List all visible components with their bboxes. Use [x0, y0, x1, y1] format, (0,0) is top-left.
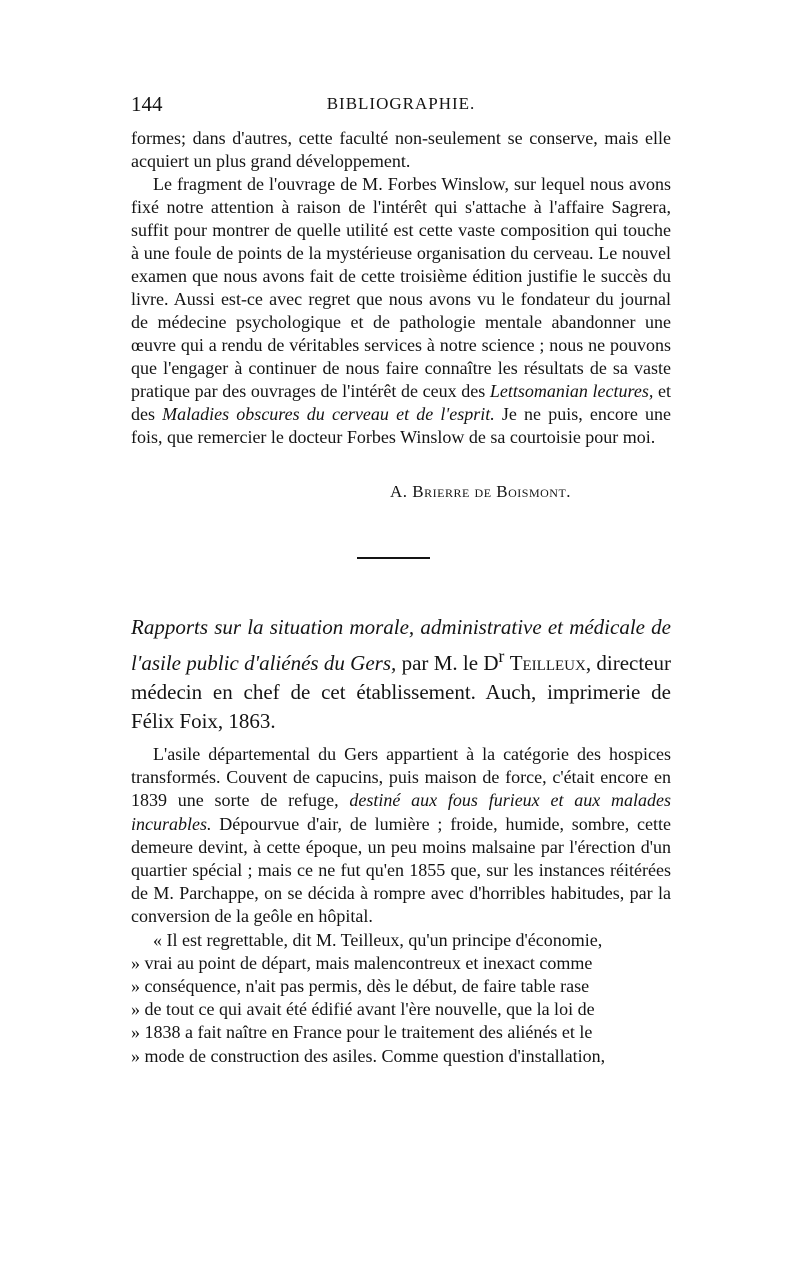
- quotation: [131, 929, 671, 1068]
- page-header: [131, 92, 671, 118]
- quote-line: » vrai au point de départ, mais malencontreux et inexact comme: [131, 952, 593, 973]
- review-paragraph: L'asile départemental du Gers appartient à la catégorie des hospices transformés. Couvent de capucins, puis maison de force, c'était encore en 1839 une sorte de refuge, destiné aux fous furieux et aux malades incurables. Dépourvue d'air, de lumière ; froide, humide, sombre, cette demeure devint, à cette époque, un peu moins malsaine par l'érection d'un quartier spécial ; mais ce ne fut qu'en 1855 que, sur les instances réitérées de M. Parchappe, on se décida à rompre avec d'horribles habitudes, par la conversion de la geôle en hôpital.: [131, 744, 671, 927]
- quote-line: » de tout ce qui avait été édifié avant l'ère nouvelle, que la loi de: [131, 999, 595, 1020]
- italic-quote: destiné aux fous furieux et aux malades incurables.: [131, 790, 671, 834]
- quote-line: » conséquence, n'ait pas permis, dès le début, de faire table rase: [131, 976, 590, 997]
- quote-line: « Il est regrettable, dit M. Teilleux, qu'un principe d'économie,: [153, 929, 603, 950]
- continuation-paragraph: formes; dans d'autres, cette faculté non-seulement se conserve, mais elle acquiert un plus grand développement.: [131, 128, 671, 171]
- report-title: Rapports sur la situation morale, administrative et médicale de l'asile public d'aliénés du Gers,: [131, 615, 671, 675]
- previous-review-text: [131, 127, 671, 449]
- review-text: [131, 743, 671, 1068]
- author-name: Teilleux,: [509, 651, 592, 675]
- maladies-title: Maladies obscures du cerveau et de l'esprit.: [162, 404, 495, 424]
- quote-line: » 1838 a fait naître en France pour le traitement des aliénés et le: [131, 1022, 593, 1043]
- lettsomanian-title: Lettsomanian lectures,: [489, 381, 654, 401]
- signature: A. Brierre de Boismont.: [390, 482, 572, 501]
- page-number: 144: [131, 92, 163, 116]
- review-title: Rapports sur la situation morale, administrative et médicale de l'asile public d'aliénés du Gers, par M. le $D^r$ Teilleux, directeur médecin en chef de cet établissement. Auch, imprimerie de Félix Foix, 1863.: [131, 615, 672, 733]
- running-title: BIBLIOGRAPHIE.: [326, 94, 476, 113]
- section-divider: [357, 557, 430, 559]
- conclusion-paragraph: Le fragment de l'ouvrage de M. Forbes Winslow, sur lequel nous avons fixé notre attention à raison de l'intérêt qui s'attache à l'affaire Sagrera, suffit pour montrer de quelle utilité est cette vaste composition qui touche à une foule de points de la mystérieuse organisation du cerveau. Le nouvel examen que nous avons fait de cette troisième édition justifie le succès du livre. Aussi est-ce avec regret que nous avons vu le fondateur du journal de médecine psychologique et de pathologie mentale abandonner une œuvre qui a rendu de véritables services à notre science ; nous ne pouvons que l'engager à continuer de nous faire connaître les résultats de sa vaste pratique par des ouvrages de l'intérêt de ceux des Lettsomanian lectures, et des Maladies obscures du cerveau et de l'esprit. Je ne puis, encore une fois, que remercier le docteur Forbes Winslow de sa courtoisie pour moi.: [131, 174, 671, 447]
- quote-line: » mode de construction des asiles. Comme question d'installation,: [131, 1045, 606, 1066]
